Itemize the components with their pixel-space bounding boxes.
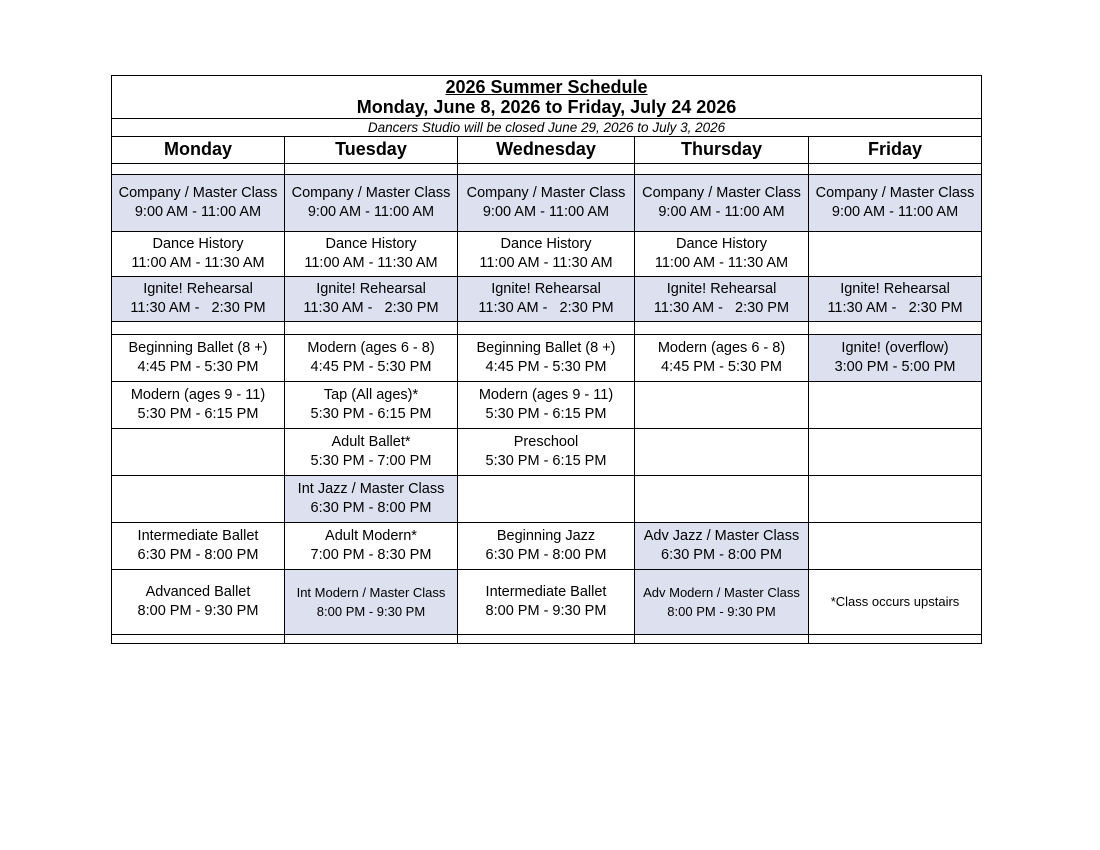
class-name: Advanced Ballet [145,583,251,600]
class-cell-wednesday [458,276,635,321]
schedule-body [112,174,982,634]
class-cell-tuesday [285,276,458,321]
class-cell-wednesday [458,428,635,475]
class-cell-thursday [635,381,809,428]
class-name: Modern (ages 6 - 8) [307,339,435,356]
class-cell-monday [112,569,285,634]
class-name: Intermediate Ballet [137,527,259,544]
title-cell [112,76,982,119]
class-name: Beginning Ballet (8 +) [128,339,268,356]
class-name: Adult Modern* [325,527,417,544]
class-name: Company / Master Class [815,184,975,201]
class-name: Adv Modern / Master Class [643,584,800,600]
class-time: 6:30 PM - 8:00 PM [661,546,782,563]
class-time: 11:00 AM - 11:30 AM [304,254,438,271]
class-cell-thursday [635,428,809,475]
schedule-row [112,522,982,569]
class-cell-wednesday [458,522,635,569]
class-cell-wednesday [458,174,635,231]
schedule-row [112,276,982,321]
class-name: Beginning Jazz [496,527,596,544]
class-cell-monday [112,231,285,276]
class-name: Ignite! Rehearsal [316,280,426,297]
class-time: 6:30 PM - 8:00 PM [137,546,259,563]
class-name: Dance History [500,235,592,252]
schedule-row [112,569,982,634]
class-time: 9:00 AM - 11:00 AM [658,203,785,220]
class-time: 11:30 AM - 2:30 PM [303,299,439,316]
day-header-wednesday: Wednesday [458,136,635,163]
schedule-row [112,381,982,428]
class-name: Dance History [325,235,417,252]
class-time: 11:00 AM - 11:30 AM [654,254,789,271]
class-cell-tuesday [285,522,458,569]
class-cell-friday [809,475,982,522]
schedule-row [112,475,982,522]
class-name: Modern (ages 9 - 11) [130,386,266,403]
class-time: 5:30 PM - 7:00 PM [310,452,432,469]
class-cell-monday [112,428,285,475]
schedule-title: 2026 Summer Schedule [445,77,648,97]
summer-schedule-table [111,75,982,644]
class-time: 11:30 AM - 2:30 PM [130,299,266,316]
class-name: Ignite! Rehearsal [491,280,601,297]
class-time: 7:00 PM - 8:30 PM [310,546,432,563]
class-cell-friday [809,276,982,321]
class-cell-monday [112,381,285,428]
class-cell-thursday [635,569,809,634]
class-name: Company / Master Class [291,184,451,201]
class-cell-tuesday [285,334,458,381]
class-name: Company / Master Class [642,184,801,201]
class-time: 8:00 PM - 9:30 PM [667,603,776,619]
class-cell-thursday [635,522,809,569]
class-cell-monday [112,174,285,231]
class-time: 9:00 AM - 11:00 AM [307,203,435,220]
day-header-tuesday: Tuesday [285,136,458,163]
class-cell-thursday [635,276,809,321]
class-cell-friday [809,334,982,381]
class-name: Company / Master Class [118,184,278,201]
class-name: Modern (ages 9 - 11) [478,386,614,403]
class-time: 11:00 AM - 11:30 AM [479,254,613,271]
day-header-thursday: Thursday [635,136,809,163]
class-time: 6:30 PM - 8:00 PM [485,546,607,563]
class-time: 8:00 PM - 9:30 PM [316,603,426,619]
class-time: 3:00 PM - 5:00 PM [834,358,956,375]
schedule-row [112,231,982,276]
schedule-row [112,428,982,475]
day-header-monday: Monday [112,136,285,163]
class-time: 11:30 AM - 2:30 PM [478,299,614,316]
class-cell-monday [112,276,285,321]
class-name: Modern (ages 6 - 8) [657,339,786,356]
class-cell-tuesday [285,569,458,634]
schedule-row [112,334,982,381]
class-name: Company / Master Class [466,184,626,201]
class-name: Int Modern / Master Class [296,584,446,600]
class-time: 4:45 PM - 5:30 PM [310,358,432,375]
class-name: Dance History [152,235,244,252]
class-time: 5:30 PM - 6:15 PM [137,405,259,422]
class-name: Ignite! Rehearsal [840,280,950,297]
class-name: Dance History [675,235,768,252]
class-cell-wednesday [458,334,635,381]
class-time: 5:30 PM - 6:15 PM [485,452,607,469]
class-time: 8:00 PM - 9:30 PM [137,602,259,619]
class-time: 4:45 PM - 5:30 PM [485,358,607,375]
class-cell-tuesday [285,381,458,428]
class-time: 8:00 PM - 9:30 PM [485,602,607,619]
class-time: 9:00 AM - 11:00 AM [831,203,959,220]
class-name: *Class occurs upstairs [830,594,960,610]
class-time: 9:00 AM - 11:00 AM [482,203,610,220]
class-cell-thursday [635,231,809,276]
class-name: Intermediate Ballet [485,583,607,600]
closure-note-row [112,118,982,136]
schedule-row [112,174,982,231]
class-time: 4:45 PM - 5:30 PM [661,358,782,375]
class-time: 5:30 PM - 6:15 PM [485,405,607,422]
closure-note: Dancers Studio will be closed June 29, 2026 to July 3, 2026 [112,118,982,136]
class-cell-thursday [635,174,809,231]
class-name: Ignite! Rehearsal [143,280,253,297]
class-cell-thursday [635,475,809,522]
class-cell-wednesday [458,381,635,428]
schedule-date-range: Monday, June 8, 2026 to Friday, July 24 2026 [356,96,737,117]
class-cell-friday [809,522,982,569]
day-header-friday: Friday [809,136,982,163]
class-cell-tuesday [285,231,458,276]
class-cell-wednesday [458,475,635,522]
class-cell-friday [809,381,982,428]
class-cell-friday [809,174,982,231]
class-time: 6:30 PM - 8:00 PM [310,499,432,516]
class-name: Ignite! (overflow) [841,339,949,356]
class-cell-tuesday [285,428,458,475]
class-cell-thursday [635,334,809,381]
class-name: Ignite! Rehearsal [666,280,777,297]
class-time: 4:45 PM - 5:30 PM [137,358,259,375]
class-cell-monday [112,334,285,381]
class-cell-monday [112,475,285,522]
class-cell-tuesday [285,475,458,522]
class-time: 11:30 AM - 2:30 PM [653,299,790,316]
class-time: 9:00 AM - 11:00 AM [134,203,262,220]
spacer-row [112,163,982,174]
class-cell-monday [112,522,285,569]
class-cell-friday [809,569,982,634]
class-cell-wednesday [458,231,635,276]
class-cell-tuesday [285,174,458,231]
class-name: Beginning Ballet (8 +) [476,339,616,356]
spacer-row [112,634,982,643]
spacer-row [112,321,982,334]
class-time: 5:30 PM - 6:15 PM [310,405,432,422]
class-cell-wednesday [458,569,635,634]
class-cell-friday [809,231,982,276]
class-time: 11:30 AM - 2:30 PM [827,299,963,316]
class-name: Adult Ballet* [331,433,411,450]
class-name: Preschool [513,433,579,450]
title-row [112,76,982,119]
class-name: Tap (All ages)* [323,386,419,403]
class-time: 11:00 AM - 11:30 AM [131,254,265,271]
day-header-row [112,136,982,163]
class-name: Int Jazz / Master Class [297,480,445,497]
class-name: Adv Jazz / Master Class [643,527,800,544]
class-cell-friday [809,428,982,475]
